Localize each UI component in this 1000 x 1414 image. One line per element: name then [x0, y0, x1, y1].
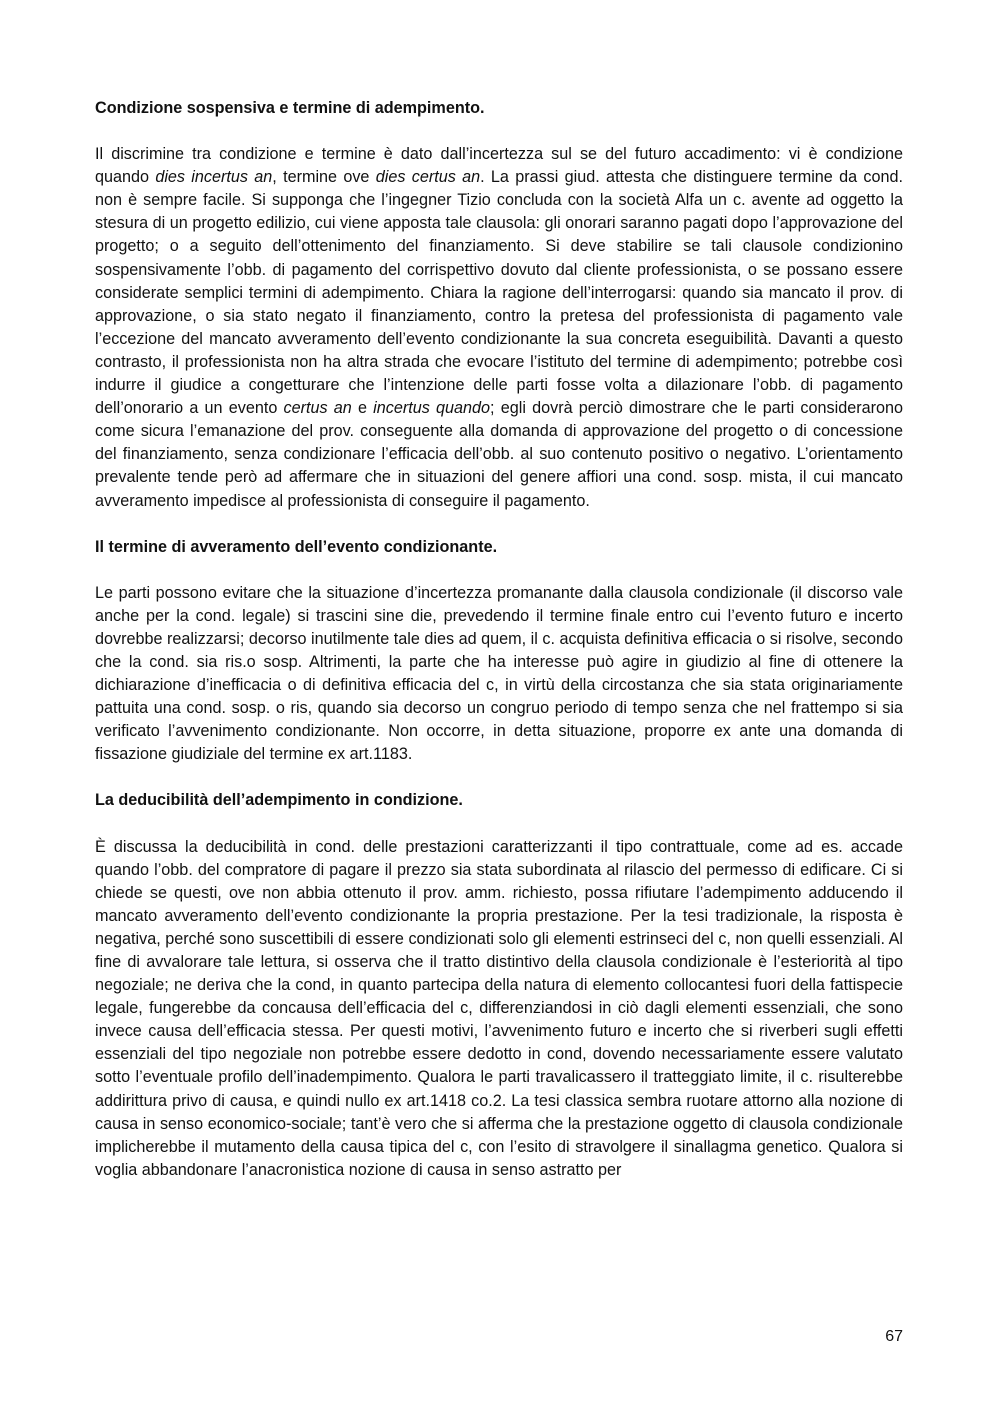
section-heading-2: Il termine di avveramento dell’evento condizionante.: [95, 537, 498, 556]
section-paragraph-3: [95, 836, 903, 1182]
italic-term: certus an: [283, 399, 352, 418]
text-run: Il discrimine tra condizione e termine è dato dall’incertezza sul se del futuro accadimento: vi è condizione quando: [95, 145, 903, 187]
section-paragraph-1: [95, 143, 903, 513]
text-run: ; egli dovrà perciò dimostrare che le parti considerarono come sicura l’emanazione del prov. conseguente alla domanda di approvazione del progetto o di concessione del finanziamento, senza condizionare l’efficacia dell’obb. al suo contenuto positivo o negativo. L’orientamento prevalente tende però ad affermare che in situazioni del genere affiori una cond. sosp. mista, il cui mancato avveramento impedisce al professionista di conseguire il pagamento.: [95, 399, 903, 510]
section-heading-1: Condizione sospensiva e termine di adempimento.: [95, 99, 485, 117]
section-paragraph-2: [95, 582, 903, 767]
page-number: 67: [885, 1328, 903, 1345]
text-run: e: [351, 399, 374, 418]
italic-term: dies certus an: [375, 168, 481, 187]
text-run: È discussa la deducibilità in cond. delle prestazioni caratterizzanti il tipo contrattuale, come ad es. accade quando l’obb. del compratore di pagare il prezzo sia stata subordinata al rilascio del permesso di edificare. Ci si chiede se questi, ove non abbia ottenuto il prov. amm. richiesto, possa rifiutare l’adempimento adducendo il mancato avveramento dell’evento condizionante la propria prestazione. Per la tesi tradizionale, la risposta è negativa, perché sono suscettibili di essere condizionati solo gli elementi estrinseci del c, non quelli essenziali. Al fine di avvalorare tale lettura, si osserva che il tratto distintivo della clausola condizionale è l’esteriorità al tipo negoziale; ne deriva che la cond, in quanto partecipa della natura di elemento collocantesi fuori della fattispecie legale, fungerebbe da concausa dell’efficacia del c, differenziandosi in ciò dagli elementi essenziali, che sono invece causa dell’efficacia stessa. Per questi motivi, l’avvenimento futuro e incerto che si riverberi sugli effetti essenziali del tipo negoziale non potrebbe essere dedotto in cond, dovendo necessariamente essere valutato sotto l’eventuale profilo dell’inadempimento. Qualora le parti travalicassero il tratteggiato limite, il c. risulterebbe addirittura privo di causa, e quindi nullo ex art.1418 co.2. La tesi classica sembra ruotare attorno alla nozione di causa in senso economico-sociale; tant’è vero che si afferma che la prestazione oggetto di clausola condizionale implicherebbe il mutamento della causa tipica del c, con l’esito di stravolgere il sinallagma genetico. Qualora si voglia abbandonare l’anacronistica nozione di causa in senso astratto per: [95, 837, 903, 1179]
text-run: Le parti possono evitare che la situazione d’incertezza promanante dalla clausola condizionale (il discorso vale anche per la cond. legale) si trascini sine die, prevedendo il termine finale entro cui l’evento futuro e incerto dovrebbe realizzarsi; decorso inutilmente tale dies ad quem, il c. acquista definitiva efficacia o si risolve, secondo che la cond. sia ris.o sosp. Altrimenti, la parte che ha interesse può agire in giudizio al fine di ottenere la dichiarazione d’inefficacia o di definitiva efficacia del c, in virtù della circostanza che sia stata originariamente pattuita una cond. sosp. o ris, quando sia decorso un congruo periodo di tempo senza che nel frattempo si sia verificato l’avvenimento condizionante. Non occorre, in detta situazione, proporre ex ante una domanda di fissazione giudiziale del termine ex art.1183.: [95, 583, 903, 764]
text-run: . La prassi giud. attesta che distinguere termine da cond. non è sempre facile. Si supponga che l’ingegner Tizio concluda con la società Alfa un c. avente ad oggetto la stesura di un progetto edilizio, cui viene apposta tale clausola: gli onorari saranno pagati dopo l’approvazione del progetto; o a seguito dell’ottenimento del finanziamento. Si deve stabilire se tali clausole condizionino sospensivamente l’obb. di pagamento del corrispettivo dovuto dal cliente professionista, o se possano essere considerate semplici termini di adempimento. Chiara la ragione dell’interrogarsi: quando sia mancato il prov. di approvazione, o sia stato negato il finanziamento, contro la pretesa del professionista di pagamento vale l’eccezione del mancato avveramento dell’evento condizionante la sua concreta eseguibilità. Davanti a questo contrasto, il professionista non ha altra strada che evocare l’istituto del termine di adempimento; potrebbe così indurre il giudice a congetturare che l’intenzione delle parti fosse volta a dilazionare l’obb. di pagamento dell’onorario a un evento: [95, 168, 903, 418]
document-page: [95, 97, 903, 1182]
text-run: , termine ove: [272, 168, 376, 187]
italic-term: incertus quando: [373, 399, 491, 418]
italic-term: dies incertus an: [155, 168, 273, 187]
section-heading-3: La deducibilità dell’adempimento in condizione.: [95, 791, 463, 810]
